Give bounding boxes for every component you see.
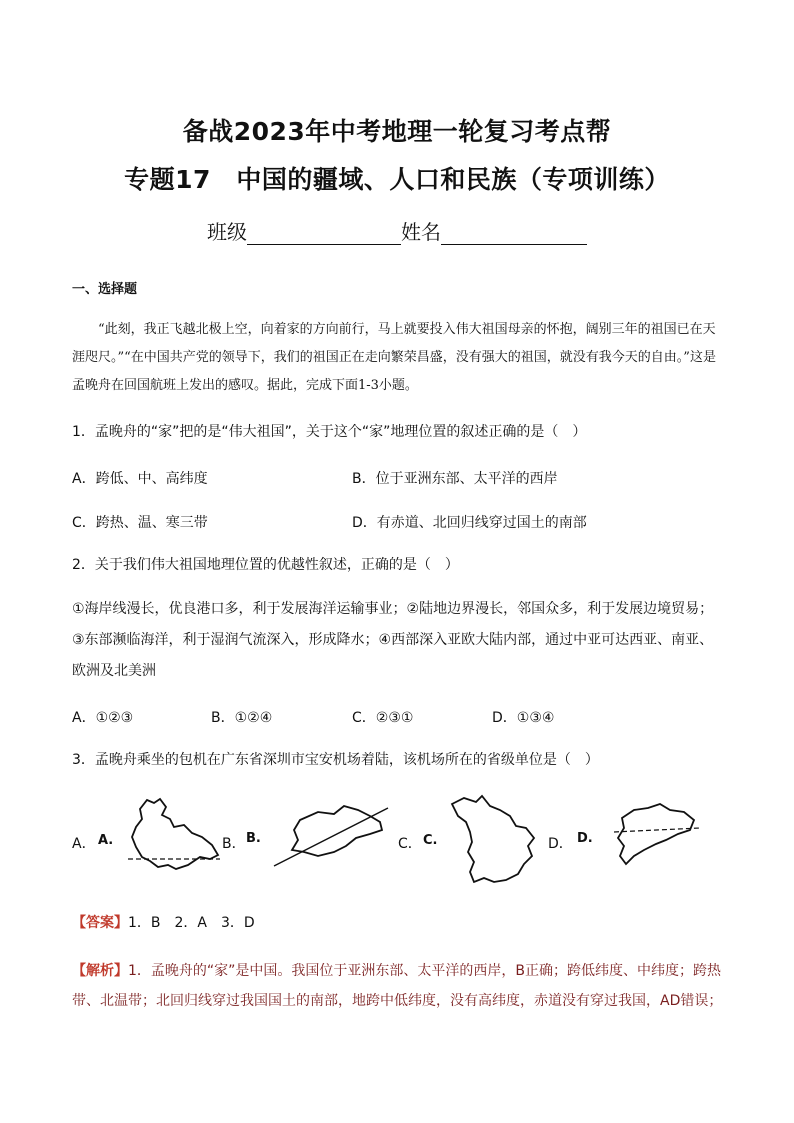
map-b-label: B. [246, 831, 261, 846]
question-1-option-d[interactable]: D．有赤道、北回归线穿过国土的南部 [352, 515, 587, 531]
question-2-option-a[interactable]: A．①②③ [72, 710, 134, 726]
analysis-text: 1．孟晚舟的“家”是中国。我国位于亚洲东部、太平洋的西岸，B正确；跨低纬度、中纬度；跨热带、北温带；北回归线穿过我国国土的南部，地跨中低纬度，没有高纬度，赤道没有穿过我国，AD错误； [72, 963, 723, 1009]
answer-tag: 【答案】 [72, 915, 128, 931]
question-1-option-c[interactable]: C．跨热、温、寒三带 [72, 515, 208, 531]
answer-line [72, 912, 255, 932]
question-3-option-c[interactable]: C． [398, 836, 422, 852]
class-label: 班级 [207, 220, 247, 244]
question-2-option-b[interactable]: B．①②④ [211, 710, 273, 726]
question-1-stem: 1．孟晚舟的“家”把的是“伟大祖国”，关于这个“家”地理位置的叙述正确的是（ ） [72, 424, 587, 440]
name-blank[interactable] [441, 224, 587, 245]
question-1-option-b[interactable]: B．位于亚洲东部、太平洋的西岸 [352, 471, 558, 487]
province-outline-map-d[interactable] [604, 798, 704, 878]
answer-text: 1．B 2．A 3．D [128, 915, 255, 931]
question-1-option-a[interactable]: A．跨低、中、高纬度 [72, 471, 208, 487]
section-title: 一、选择题 [72, 282, 138, 297]
map-c-label: C. [423, 833, 438, 848]
question-2-statements: ①海岸线漫长，优良港口多，利于发展海洋运输事业；②陆地边界漫长，邻国众多，利于发展边境贸易；③东部濒临海洋，利于湿润气流深入，形成降水；④西部深入亚欧大陆内部，通过中亚可达西亚、南亚、欧洲及北美洲 [72, 601, 714, 679]
map-d-label: D. [577, 831, 593, 846]
province-outline-map-a[interactable] [122, 795, 222, 875]
question-3-stem: 3．孟晚舟乘坐的包机在广东省深圳市宝安机场着陆，该机场所在的省级单位是（ ） [72, 752, 599, 768]
question-2-stem: 2．关于我们伟大祖国地理位置的优越性叙述，正确的是（ ） [72, 557, 459, 573]
map-a-label: A. [98, 833, 114, 848]
question-3-option-a[interactable]: A． [72, 836, 96, 852]
student-info-line [0, 216, 794, 245]
intro-passage: “此刻，我正飞越北极上空，向着家的方向前行，马上就要投入伟大祖国母亲的怀抱，阔别三年的祖国已在天涯咫尺。”“在中国共产党的领导下，我们的祖国正在走向繁荣昌盛，没有强大的祖国，就没有我今天的自由。”这是孟晚舟在回国航班上发出的感叹。据此，完成下面1-3小题。 [72, 322, 716, 393]
name-label: 姓名 [401, 220, 441, 244]
province-outline-map-b[interactable] [270, 800, 390, 870]
question-2-option-c[interactable]: C．②③① [352, 710, 414, 726]
analysis-tag: 【解析】 [72, 963, 128, 979]
question-3-option-d[interactable]: D． [548, 836, 573, 852]
class-blank[interactable] [247, 224, 401, 245]
question-2-option-d[interactable]: D．①③④ [492, 710, 555, 726]
question-3-option-b[interactable]: B． [222, 836, 246, 852]
document-subtitle: 专题17 中国的疆域、人口和民族（专项训练） [124, 165, 670, 194]
province-outline-map-c[interactable] [444, 792, 544, 892]
document-title: 备战2023年中考地理一轮复习考点帮 [182, 117, 612, 146]
analysis-paragraph [72, 956, 727, 1016]
